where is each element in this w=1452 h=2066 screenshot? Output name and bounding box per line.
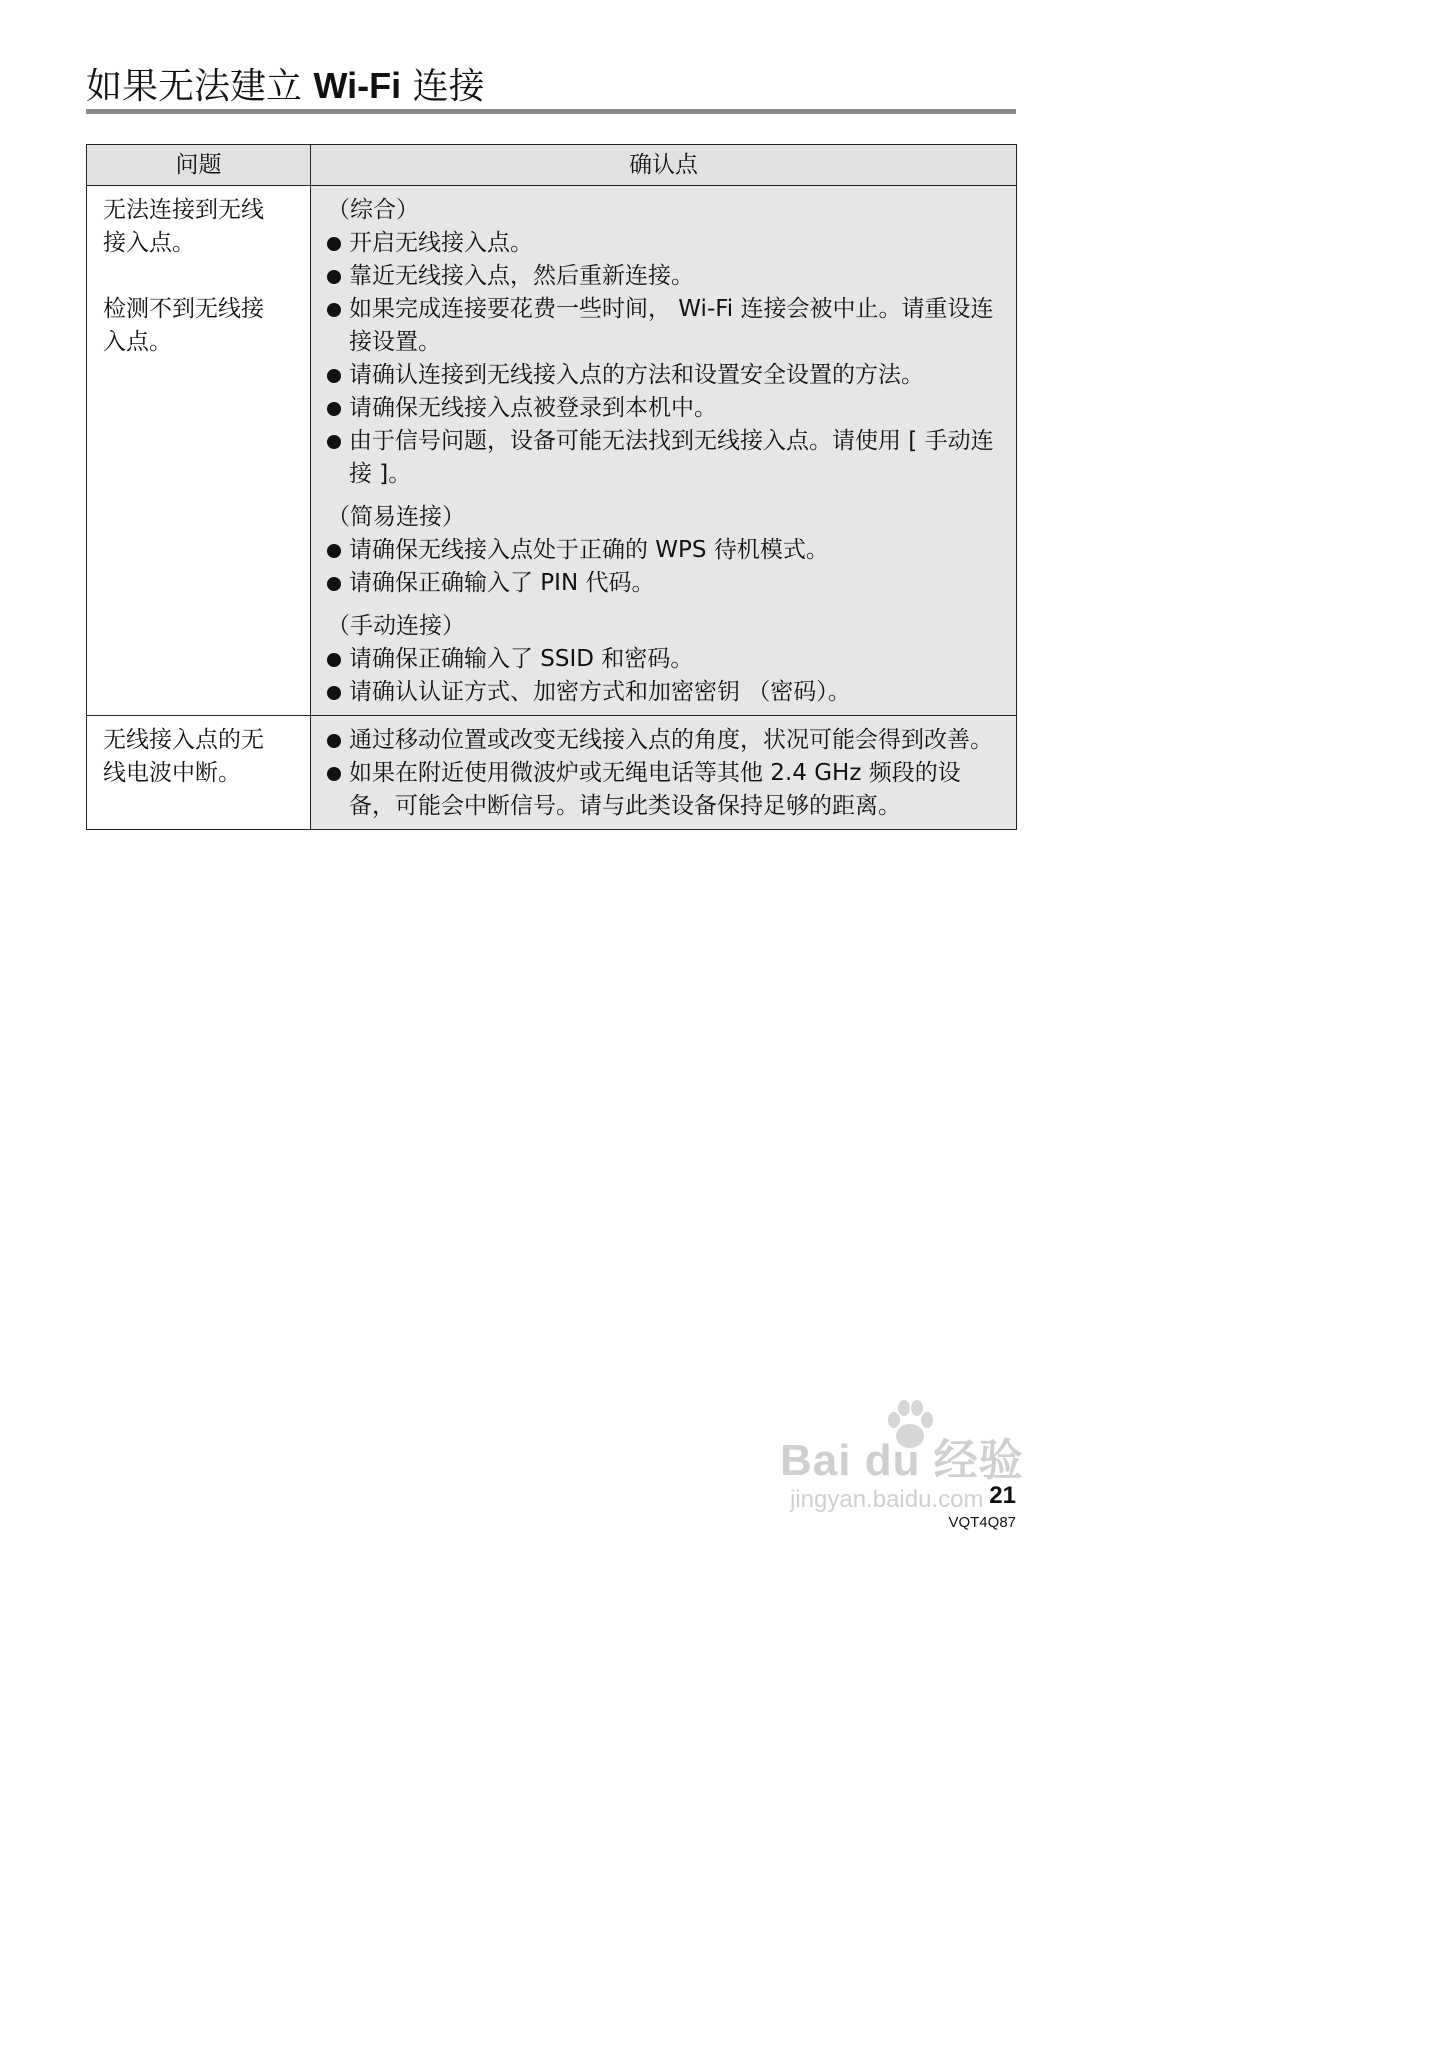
checkpoints-cell <box>311 716 1017 830</box>
title-prefix: 如果无法建立 <box>86 66 303 107</box>
problem-cell <box>87 716 311 830</box>
checkpoint-section <box>327 724 1006 823</box>
troubleshooting-table <box>86 144 1017 830</box>
problem-line: 检测不到无线接 <box>103 296 264 322</box>
bullet-list <box>327 534 1006 600</box>
bullet-item: 通过移动位置或改变无线接入点的角度，状况可能会得到改善。 <box>327 724 1006 757</box>
watermark-url: jingyan.baidu.com <box>790 1486 984 1513</box>
section-heading: （综合） <box>327 197 419 223</box>
bullet-list <box>327 643 1006 709</box>
bullet-item: 请确认认证方式、加密方式和加密密钥 （密码）。 <box>327 676 1006 709</box>
bullet-item: 请确保正确输入了 SSID 和密码。 <box>327 643 1006 676</box>
watermark-logo-text: Bai du 经验 <box>780 1436 1024 1485</box>
page-number: 21 <box>989 1482 1016 1509</box>
bullet-item: 开启无线接入点。 <box>327 227 1006 260</box>
problem-line: 接入点。 <box>103 230 195 256</box>
header-checkpoints: 确认点 <box>311 145 1017 186</box>
bullet-list <box>327 724 1006 823</box>
bullet-item: 靠近无线接入点，然后重新连接。 <box>327 260 1006 293</box>
section-heading: （手动连接） <box>327 613 465 639</box>
bullet-item: 如果在附近使用微波炉或无绳电话等其他 2.4 GHz 频段的设备，可能会中断信号。请与此类设备保持足够的距离。 <box>327 757 1006 823</box>
bullet-item: 请确保无线接入点被登录到本机中。 <box>327 392 1006 425</box>
checkpoint-section <box>327 501 1006 600</box>
bullet-item: 请确保无线接入点处于正确的 WPS 待机模式。 <box>327 534 1006 567</box>
problem-line: 入点。 <box>103 329 172 355</box>
bullet-item: 如果完成连接要花费一些时间， Wi-Fi 连接会被中止。请重设连接设置。 <box>327 293 1006 359</box>
checkpoint-section <box>327 610 1006 709</box>
bullet-item: 由于信号问题，设备可能无法找到无线接入点。请使用 [ 手动连接 ]。 <box>327 425 1006 491</box>
checkpoints-cell <box>311 186 1017 716</box>
document-code: VQT4Q87 <box>948 1514 1016 1531</box>
problem-gap <box>103 260 300 293</box>
table-body <box>87 186 1017 830</box>
table-header-row <box>87 145 1017 186</box>
title-divider <box>86 109 1016 114</box>
problem-line: 无法连接到无线 <box>103 197 264 223</box>
problem-cell <box>87 186 311 716</box>
problem-line: 无线接入点的无 <box>103 727 264 753</box>
table-row <box>87 186 1017 716</box>
bullet-list <box>327 227 1006 491</box>
section-heading: （简易连接） <box>327 504 465 530</box>
bullet-item: 请确保正确输入了 PIN 代码。 <box>327 567 1006 600</box>
problem-line: 线电波中断。 <box>103 760 241 786</box>
title-suffix: 连接 <box>412 66 485 107</box>
page-title <box>86 62 485 111</box>
table-row <box>87 716 1017 830</box>
bullet-item: 请确认连接到无线接入点的方法和设置安全设置的方法。 <box>327 359 1006 392</box>
checkpoint-section <box>327 194 1006 491</box>
title-bold: Wi-Fi <box>313 65 402 106</box>
header-problem: 问题 <box>87 145 311 186</box>
